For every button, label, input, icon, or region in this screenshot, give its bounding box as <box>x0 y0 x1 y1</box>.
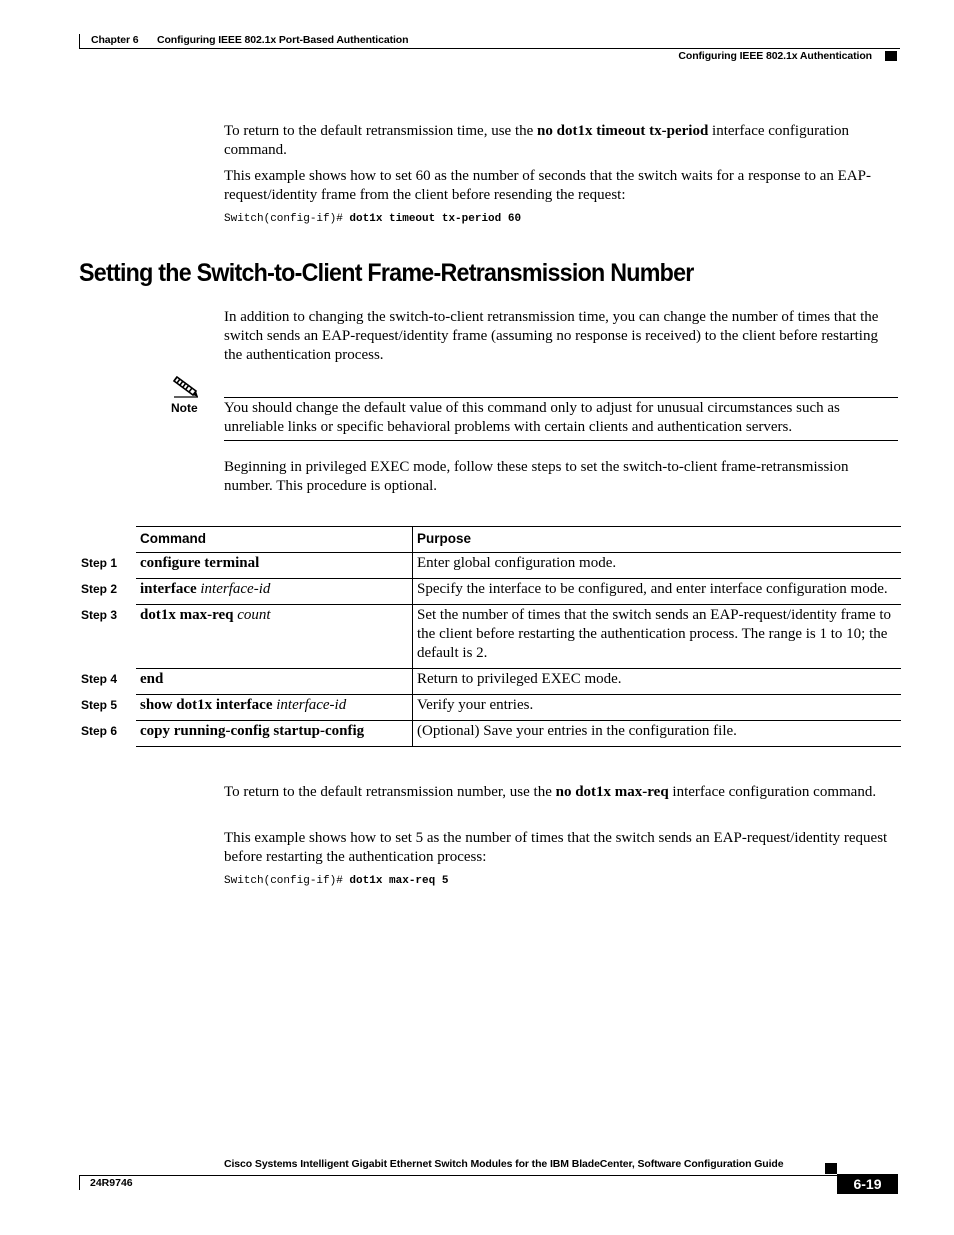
step-command <box>136 669 413 695</box>
step-label: Step 2 <box>81 581 118 596</box>
step-purpose: Enter global configuration mode. <box>413 553 902 579</box>
step-command <box>136 721 413 747</box>
section-paragraph-1: In addition to changing the switch-to-client retransmission time, you can change the number of times that the switch sends an EAP-request/identity frame (assuming no response is received) to the client before restarting the authentication process. <box>224 309 879 363</box>
step-label: Step 5 <box>81 697 118 712</box>
note-top-rule <box>224 397 898 398</box>
table-row <box>136 721 901 747</box>
step-purpose: Specify the interface to be configured, and enter interface configuration mode. <box>413 579 902 605</box>
step-label: Step 6 <box>81 723 118 738</box>
chapter-number: Chapter 6 <box>91 34 139 46</box>
intro-p1-text: To return to the default retransmission time, use the <box>224 123 538 139</box>
table-body <box>136 553 901 747</box>
table-row <box>136 695 901 721</box>
command-keyword: end <box>140 671 164 687</box>
section-header: Configuring IEEE 802.1x Authentication <box>678 50 872 62</box>
note-bottom-rule <box>224 440 898 441</box>
step-label: Step 3 <box>81 607 118 622</box>
code-prompt: Switch(config-if)# <box>224 875 350 887</box>
command-argument: count <box>237 607 271 623</box>
step-command <box>136 695 413 721</box>
table-row <box>136 579 901 605</box>
section-paragraph-2: Beginning in privileged EXEC mode, follow these steps to set the switch-to-client frame-retransmission number. This procedure is optional. <box>224 459 849 494</box>
intro-p1-command: no dot1x timeout tx-period <box>537 123 709 139</box>
step-purpose: (Optional) Save your entries in the configuration file. <box>413 721 902 747</box>
step-command <box>136 605 413 669</box>
header-command: Command <box>136 527 413 553</box>
intro-paragraph-2: This example shows how to set 60 as the number of seconds that the switch waits for a response to an EAP-request/identity frame from the client before resending the request: <box>224 168 871 203</box>
command-keyword: show dot1x interface <box>140 697 273 713</box>
command-keyword: copy running-config startup-config <box>140 723 365 739</box>
footer-title: Cisco Systems Intelligent Gigabit Ethernet Switch Modules for the IBM BladeCenter, Software Configuration Guide <box>224 1158 784 1170</box>
outro-p1-text-end: interface configuration command. <box>668 784 877 800</box>
table-row <box>136 669 901 695</box>
running-header <box>79 34 900 49</box>
intro-code-example <box>224 213 521 225</box>
outro-paragraph-1 <box>224 783 900 802</box>
step-purpose: Set the number of times that the switch sends an EAP-request/identity frame to the client before restarting the authentication process. The range is 1 to 10; the default is 2. <box>413 605 902 669</box>
intro-p1-text-end: interface configuration command. <box>224 123 850 158</box>
command-keyword: dot1x max-req <box>140 607 234 623</box>
code-command: dot1x max-req 5 <box>349 875 449 887</box>
page-number: 6-19 <box>837 1174 898 1194</box>
outro-p1-text: To return to the default retransmission number, use the <box>224 784 556 800</box>
outro-p1-command: no dot1x max-req <box>555 784 669 800</box>
command-keyword: interface <box>140 581 197 597</box>
header-marker <box>885 51 897 61</box>
code-prompt: Switch(config-if)# <box>224 213 350 225</box>
header-purpose: Purpose <box>413 527 902 553</box>
table-row <box>136 605 901 669</box>
command-argument: interface-id <box>200 581 271 597</box>
outro-paragraph-2: This example shows how to set 5 as the number of times that the switch sends an EAP-request/identity request before restarting the authentication process: <box>224 830 888 865</box>
command-keyword: configure terminal <box>140 555 260 571</box>
command-argument: interface-id <box>276 697 347 713</box>
step-command <box>136 579 413 605</box>
pencil-icon <box>172 374 200 398</box>
footer-rule <box>79 1175 838 1190</box>
code-command: dot1x timeout tx-period 60 <box>349 213 522 225</box>
step-command <box>136 553 413 579</box>
section-title: Setting the Switch-to-Client Frame-Retransmission Number <box>79 259 694 287</box>
note-label: Note <box>171 401 198 415</box>
footer-marker <box>825 1163 837 1174</box>
intro-paragraph-1 <box>224 122 900 160</box>
procedure-table <box>136 526 901 747</box>
table-row <box>136 553 901 579</box>
step-label: Step 1 <box>81 555 118 570</box>
step-purpose: Return to privileged EXEC mode. <box>413 669 902 695</box>
note-text: You should change the default value of this command only to adjust for unusual circumstances such as unreliable links or specific behavioral problems with certain clients and authentication servers. <box>224 400 840 435</box>
step-label: Step 4 <box>81 671 118 686</box>
table-header-row <box>136 527 901 553</box>
outro-code-example <box>224 875 448 887</box>
chapter-title: Configuring IEEE 802.1x Port-Based Authentication <box>157 34 409 46</box>
step-purpose: Verify your entries. <box>413 695 902 721</box>
document-number: 24R9746 <box>90 1177 133 1189</box>
